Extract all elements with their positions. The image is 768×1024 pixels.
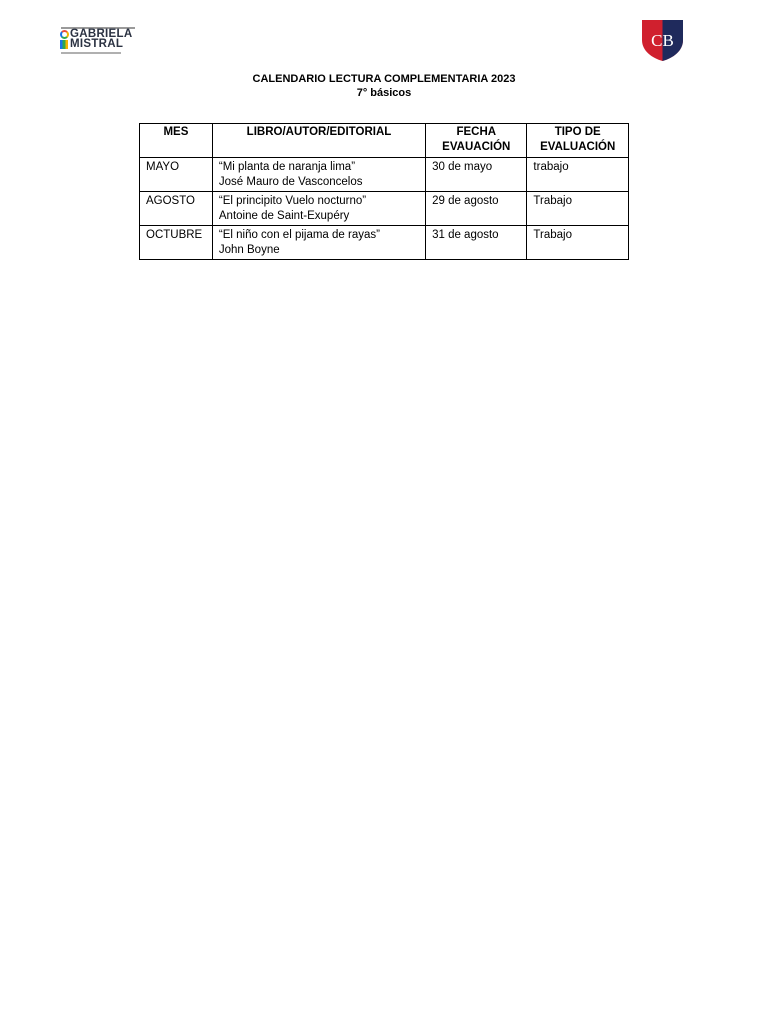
- table-row: [140, 226, 629, 260]
- cell-libro: [212, 158, 425, 192]
- header-libro: LIBRO/AUTOR/EDITORIAL: [212, 124, 425, 158]
- header-fecha: FECHA EVAUACIÓN: [426, 124, 527, 158]
- logo-word-1-text: GABRIELA: [70, 28, 133, 40]
- cell-libro: [212, 192, 425, 226]
- document-title: [0, 72, 768, 100]
- logo-word-2: [60, 39, 123, 50]
- cell-fecha: 29 de agosto: [426, 192, 527, 226]
- cell-tipo: trabajo: [527, 158, 629, 192]
- table-row: [140, 158, 629, 192]
- header-tipo: TIPO DE EVALUACIÓN: [527, 124, 629, 158]
- cell-mes: AGOSTO: [140, 192, 213, 226]
- book-author: Antoine de Saint-Exupéry: [218, 210, 350, 222]
- book-title: “El niño con el pijama de rayas”: [218, 229, 380, 241]
- reading-calendar-table: [139, 123, 629, 260]
- table-header-row: [140, 124, 629, 158]
- shield-monogram: CB: [651, 31, 674, 50]
- book-title: “El principito Vuelo nocturno”: [218, 195, 367, 207]
- logo-bottom-line: [61, 52, 121, 54]
- title-line-2: 7° básicos: [356, 87, 412, 99]
- cell-tipo: Trabajo: [527, 226, 629, 260]
- book-author: John Boyne: [218, 244, 280, 256]
- cell-fecha: 31 de agosto: [426, 226, 527, 260]
- title-line-1: CALENDARIO LECTURA COMPLEMENTARIA 2023: [252, 73, 516, 85]
- school-shield-icon: [640, 18, 685, 62]
- cell-tipo: Trabajo: [527, 192, 629, 226]
- header-mes: MES: [140, 124, 213, 158]
- logo-word-2-text: MISTRAL: [70, 38, 124, 50]
- gabriela-mistral-logo: [60, 27, 140, 57]
- cell-mes: OCTUBRE: [140, 226, 213, 260]
- cell-libro: [212, 226, 425, 260]
- cell-fecha: 30 de mayo: [426, 158, 527, 192]
- table-row: [140, 192, 629, 226]
- book-author: José Mauro de Vasconcelos: [218, 176, 363, 188]
- cell-mes: MAYO: [140, 158, 213, 192]
- book-title: “Mi planta de naranja lima”: [218, 161, 356, 173]
